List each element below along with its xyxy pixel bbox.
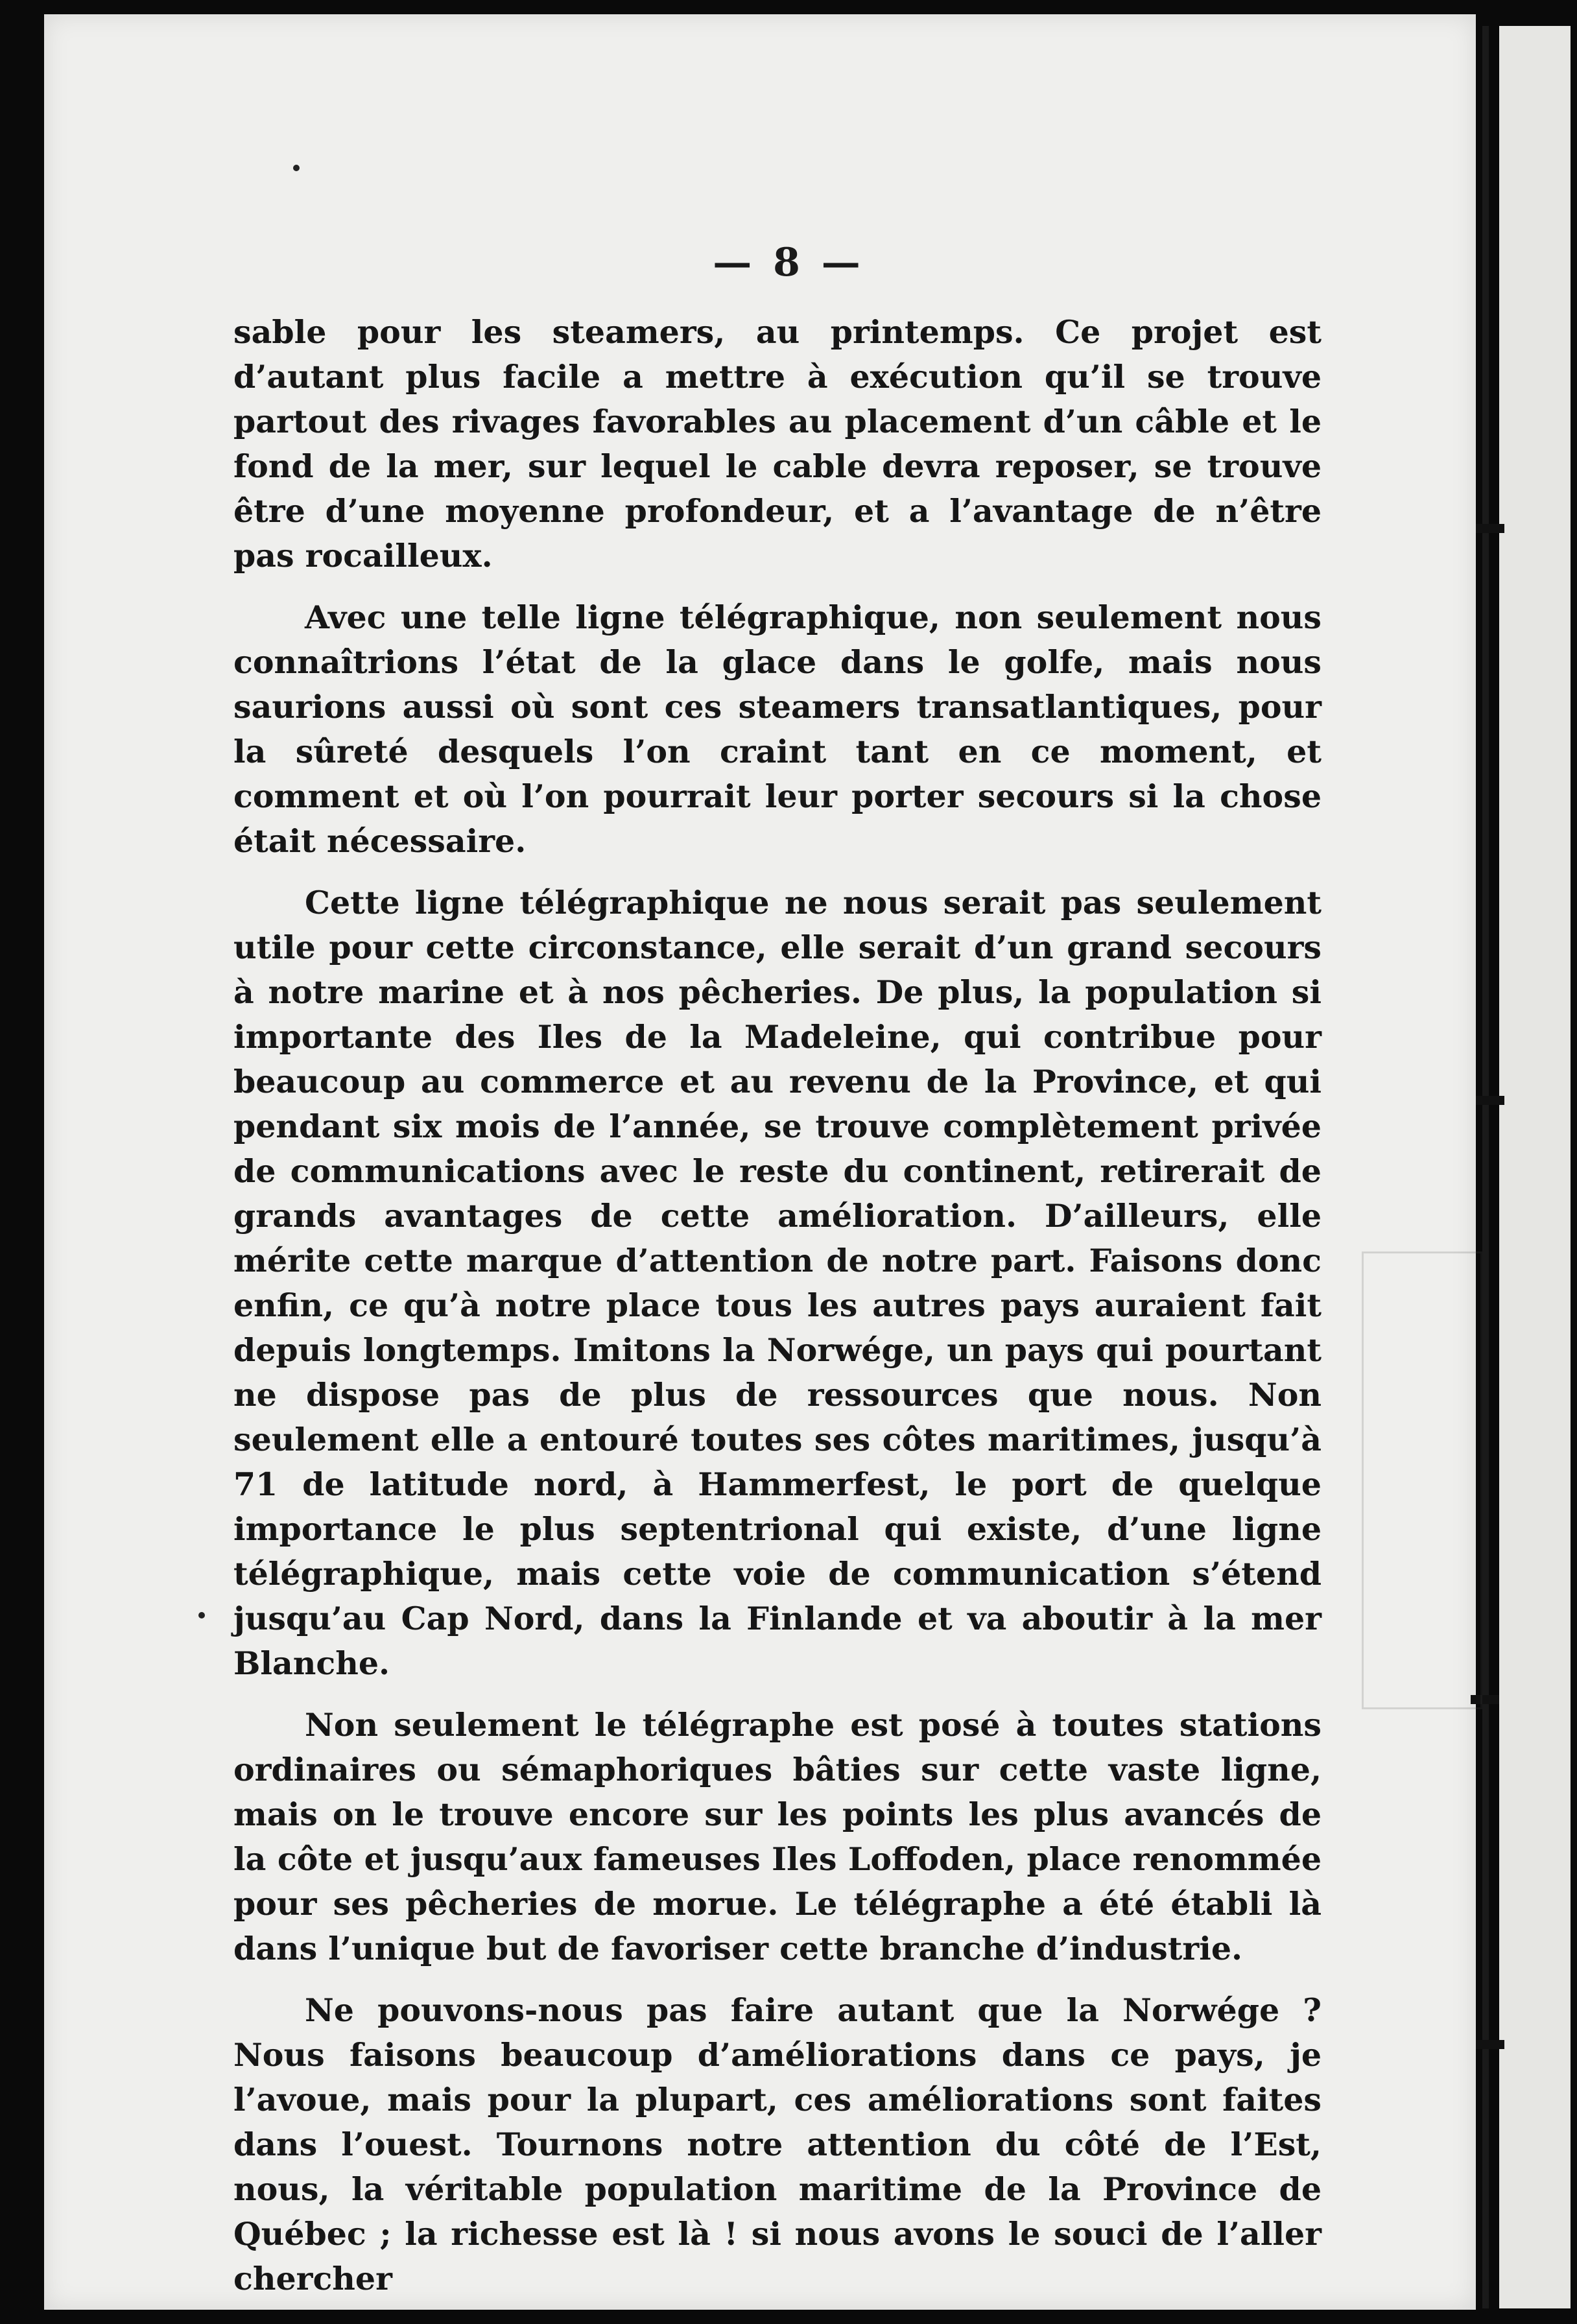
paragraph: Cette ligne télégraphique ne nous serait pas seulement utile pour cette circonstance, elle serait d’un grand secours à notre marine et à nos pêcheries. De plus, la population si importante des Iles de la Madeleine, qui contribue pour beaucoup au commerce et au revenu de la Province, et qui pendant six mois de l’année, se trouve complètement privée de communications avec le reste du continent, retirerait de grands avantages de cette amélioration. D’ailleurs, elle mérite cette marque d’attention de notre part. Faisons donc enfin, ce qu’à notre place tous les autres pays auraient fait depuis longtemps. Imitons la Norwége, un pays qui pourtant ne dispose pas de plus de ressources que nous. Non seulement elle a entouré toutes ses côtes maritimes, jusqu’à 71 de latitude nord, à Hammerfest, le port de quelque importance le plus septentrional qui existe, d’une ligne télégraphique, mais cette voie de communication s’étend jusqu’au Cap Nord, dans la Finlande et va aboutir à la mer Blanche. (233, 884, 1322, 1682)
bleed-through-shadow (1362, 1251, 1482, 1709)
adjacent-page-edge (1499, 26, 1571, 2308)
ink-speck (198, 1612, 205, 1618)
paragraph: Ne pouvons-nous pas faire autant que la Norwége ? Nous faisons beaucoup d’améliorations dans ce pays, je l’avoue, mais pour la plupart, ces améliorations sont faites dans l’ouest. Tournons notre attention du côté de l’Est, nous, la véritable population maritime de la Province de Québec ; la richesse est là ! si nous avons le souci de l’aller chercher (233, 1991, 1322, 2297)
paragraph: sable pour les steamers, au printemps. Ce projet est d’autant plus facile a mettre à exécution qu’il se trouve partout des rivages favorables au placement d’un câble et le fond de la mer, sur lequel le cable devra reposer, se trouve être d’une moyenne profondeur, et a l’avantage de n’être pas rocailleux. (233, 313, 1322, 575)
binding-stitch-mark (1476, 2040, 1504, 2049)
binding-edge (1482, 26, 1489, 2308)
body-text (233, 310, 1322, 2318)
binding-stitch-mark (1476, 1096, 1504, 1105)
page-number: — 8 — (713, 240, 864, 285)
ink-speck (293, 165, 300, 171)
paragraph: Non seulement le télégraphe est posé à toutes stations ordinaires ou sémaphoriques bâties sur cette vaste ligne, mais on le trouve encore sur les points les plus avancés de la côte et jusqu’aux fameuses Iles Loffoden, place renommée pour ses pêcheries de morue. Le télégraphe a été établi là dans l’unique but de favoriser cette branche d’industrie. (233, 1706, 1322, 1967)
paragraph: Avec une telle ligne télégraphique, non seulement nous connaîtrions l’état de la glace dans le golfe, mais nous saurions aussi où sont ces steamers transatlantiques, pour la sûreté desquels l’on craint tant en ce moment, et comment et où l’on pourrait leur porter secours si la chose était nécessaire. (233, 599, 1322, 860)
binding-stitch-mark (1476, 524, 1504, 533)
